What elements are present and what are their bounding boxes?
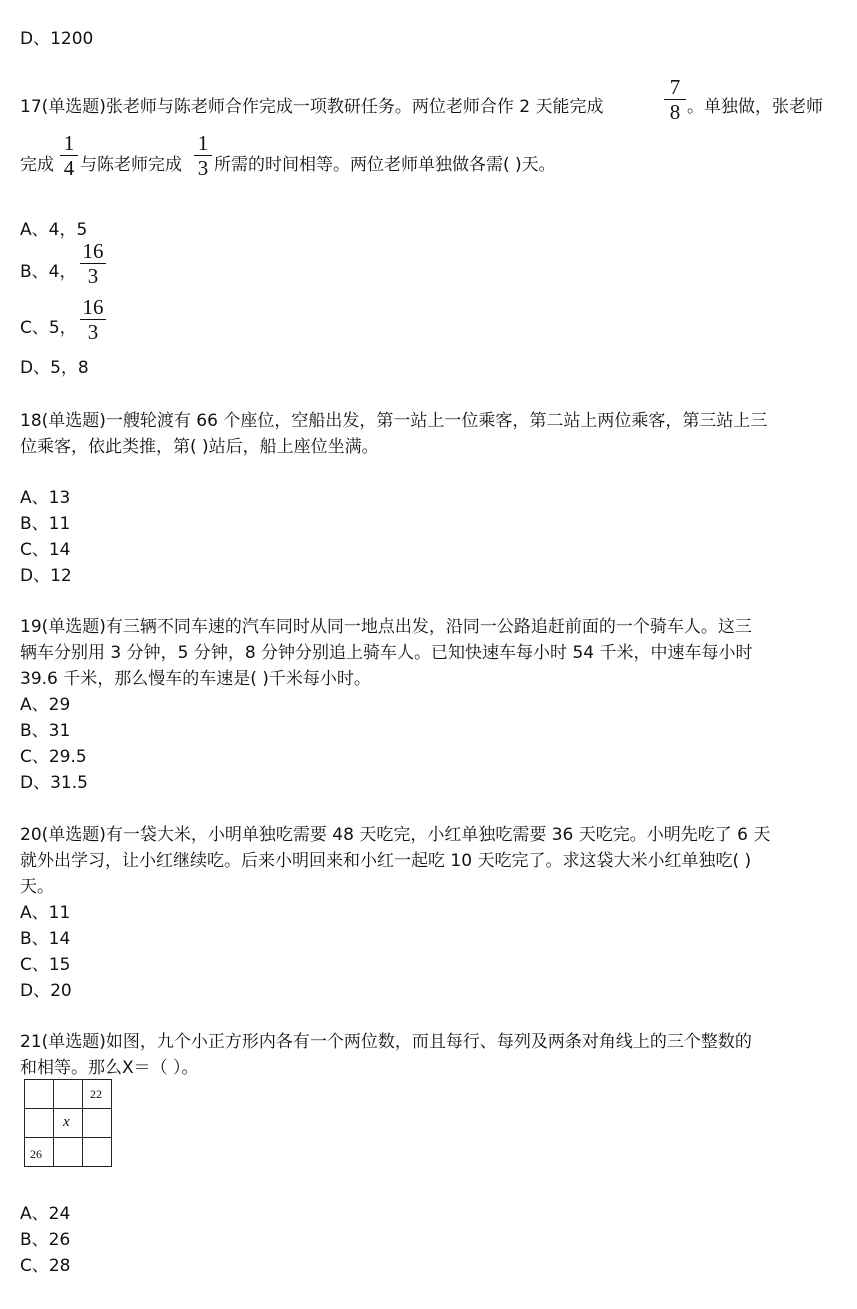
q20-option-b: B、14 bbox=[20, 929, 71, 949]
q21-option-c: C、28 bbox=[20, 1256, 71, 1276]
q17-text-part3: 完成 bbox=[20, 155, 54, 175]
q18-option-d: D、12 bbox=[20, 566, 72, 586]
grid-cell bbox=[25, 1109, 54, 1138]
q19-question-line1: 19(单选题)有三辆不同车速的汽车同时从同一地点出发，沿同一公路追赶前面的一个骑车人。这三 bbox=[20, 617, 752, 637]
q20-question-line2: 就外出学习，让小红继续吃。后来小明回来和小红一起吃 10 天吃完了。求这袋大米小红单独吃( ) bbox=[20, 851, 752, 871]
q17-text-part2: 。单独做，张老师 bbox=[687, 97, 823, 117]
q18-option-a: A、13 bbox=[20, 488, 71, 508]
grid-value-x: x bbox=[63, 1114, 70, 1130]
q20-option-d: D、20 bbox=[20, 981, 72, 1001]
q20-option-c: C、15 bbox=[20, 955, 71, 975]
q16-option-d: D、1200 bbox=[20, 29, 94, 49]
q19-question-line2: 辆车分别用 3 分钟，5 分钟，8 分钟分别追上骑车人。已知快速车每小时 54 千米，中速车每小时 bbox=[20, 643, 753, 663]
q17-option-a: A、4，5 bbox=[20, 220, 88, 240]
q17-option-b-fraction bbox=[80, 240, 106, 287]
grid-cell bbox=[25, 1080, 54, 1109]
q17-text-part4: 与陈老师完成 bbox=[80, 155, 182, 175]
grid-cell bbox=[54, 1080, 83, 1109]
fraction-denominator: 4 bbox=[63, 156, 75, 180]
q19-option-c: C、29.5 bbox=[20, 747, 87, 767]
q19-option-b: B、31 bbox=[20, 721, 71, 741]
fraction-numerator: 16 bbox=[82, 295, 104, 319]
q17-fraction-1-4 bbox=[60, 132, 78, 179]
q18-option-b: B、11 bbox=[20, 514, 71, 534]
q21-question-line2: 和相等。那么X＝（ ）。 bbox=[20, 1058, 199, 1078]
fraction-denominator: 3 bbox=[197, 156, 209, 180]
q20-option-a: A、11 bbox=[20, 903, 71, 923]
fraction-denominator: 3 bbox=[87, 320, 99, 344]
q17-text-part5: 所需的时间相等。两位老师单独做各需( )天。 bbox=[214, 155, 556, 175]
fraction-numerator: 16 bbox=[82, 239, 104, 263]
q18-question-line2: 位乘客，依此类推，第( )站后，船上座位坐满。 bbox=[20, 437, 379, 457]
q18-option-c: C、14 bbox=[20, 540, 71, 560]
q20-question-line3: 天。 bbox=[20, 877, 54, 897]
q19-option-d: D、31.5 bbox=[20, 773, 88, 793]
q19-question-line3: 39.6 千米，那么慢车的车速是( )千米每小时。 bbox=[20, 669, 371, 689]
grid-cell-top-right bbox=[83, 1080, 112, 1109]
fraction-numerator: 1 bbox=[197, 131, 209, 155]
q17-option-c-fraction bbox=[80, 296, 106, 343]
fraction-numerator: 7 bbox=[669, 75, 681, 99]
q18-question-line1: 18(单选题)一艘轮渡有 66 个座位，空船出发，第一站上一位乘客，第二站上两位乘客，第三站上三 bbox=[20, 411, 768, 431]
fraction-denominator: 3 bbox=[87, 264, 99, 288]
grid-value-22: 22 bbox=[90, 1087, 102, 1101]
grid-cell-bottom-left bbox=[25, 1138, 54, 1167]
q17-option-c: C、5， bbox=[20, 318, 77, 338]
q17-text-part1: 17(单选题)张老师与陈老师合作完成一项教研任务。两位老师合作 2 天能完成 bbox=[20, 97, 604, 117]
fraction-denominator: 8 bbox=[669, 100, 681, 124]
q17-option-b: B、4， bbox=[20, 262, 77, 282]
q19-option-a: A、29 bbox=[20, 695, 71, 715]
q21-option-a: A、24 bbox=[20, 1204, 71, 1224]
grid-cell-center bbox=[54, 1109, 83, 1138]
fraction-numerator: 1 bbox=[63, 131, 75, 155]
grid-cell bbox=[83, 1138, 112, 1167]
q17-option-d: D、5，8 bbox=[20, 358, 89, 378]
grid-cell bbox=[54, 1138, 83, 1167]
q17-fraction-1-3 bbox=[194, 132, 212, 179]
q17-fraction-7-8 bbox=[664, 76, 686, 123]
grid-value-26: 26 bbox=[30, 1147, 42, 1161]
magic-square-grid bbox=[24, 1079, 112, 1167]
grid-cell bbox=[83, 1109, 112, 1138]
q21-option-b: B、26 bbox=[20, 1230, 71, 1250]
q20-question-line1: 20(单选题)有一袋大米，小明单独吃需要 48 天吃完，小红单独吃需要 36 天吃完。小明先吃了 6 天 bbox=[20, 825, 771, 845]
q21-question-line1: 21(单选题)如图，九个小正方形内各有一个两位数，而且每行、每列及两条对角线上的三个整数的 bbox=[20, 1032, 752, 1052]
